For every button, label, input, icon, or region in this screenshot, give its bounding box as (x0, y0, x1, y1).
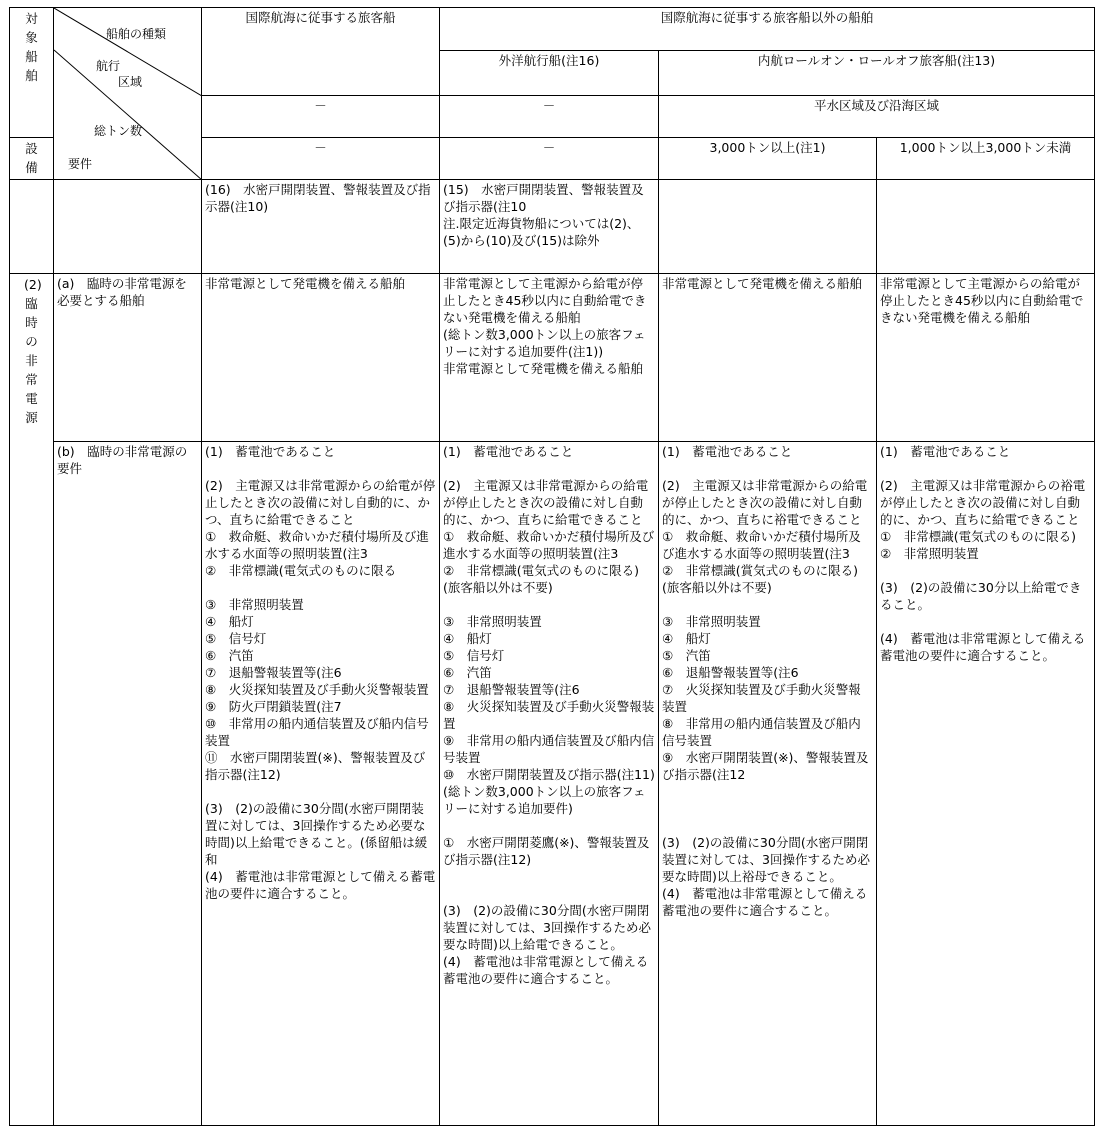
row-b-ocean-lines (443, 443, 655, 987)
requirement-line: ① 救命艇、救命いかだ積付場所及び進水する水面等の照明装置(注3 (443, 529, 655, 561)
diag-area-label-1: 航行 (96, 59, 121, 73)
diag-tonnage-label: 総トン数 (94, 124, 143, 138)
tonnage-intl: － (202, 138, 440, 180)
requirement-line: (3) (2)の設備に30分間(水密戸開閉装置に対しては、3回操作するため必要な時間)以上給電できること。(係留船は緩和 (205, 801, 428, 867)
requirement-line: ⑧ 火災探知装置及び手動火災警報装置 (443, 699, 655, 731)
cont-blank-1 (10, 180, 54, 274)
requirement-line: ⑦ 火災探知装置及び手動火災警報装置 (662, 682, 861, 714)
requirement-line: ① 水密戸開閉菱鷹(※)、警報装置及び指示器(注12) (443, 835, 650, 867)
requirement-line: ⑦ 退船警報装置等(注6 (205, 665, 342, 680)
requirement-line: (3) (2)の設備に30分間(水密戸開閉装置に対しては、3回操作するため必要な時間)以上給電できること。 (443, 903, 651, 952)
requirement-line: ③ 非常照明装置 (443, 614, 542, 629)
row-b-roro3000-lines (662, 443, 873, 919)
tonnage-3000-plus: 3,000トン以上(注1) (659, 138, 877, 180)
requirement-line (880, 613, 1091, 630)
requirement-line (662, 460, 873, 477)
requirement-line: (4) 蓄電池は非常電源として備える蓄電池の要件に適合すること。 (205, 869, 436, 901)
row-b-roro1000-lines (880, 443, 1091, 664)
requirement-line (205, 460, 436, 477)
requirement-line: ④ 船灯 (662, 631, 711, 646)
requirement-line: ① 非常標識(電気式のものに限る) (880, 529, 1076, 544)
tonnage-ocean: － (440, 138, 659, 180)
row-b-intl-lines (205, 443, 436, 902)
requirement-line: ⑦ 退船警報装置等(注6 (443, 682, 580, 697)
requirement-line: ⑧ 非常用の船内通信装置及び船内信号装置 (662, 716, 861, 748)
row-a-ocean-line: 非常電源として発電機を備える船舶 (443, 361, 644, 376)
requirement-line: ⑤ 汽笛 (662, 648, 711, 663)
requirement-line: ⑧ 火災探知装置及び手動火災警報装置 (205, 682, 429, 697)
requirement-line: ⑥ 汽笛 (443, 665, 492, 680)
requirement-line: ① 救命艇、救命いかだ積付場所及び進水する水面等の照明装置(注3 (205, 529, 429, 561)
requirement-line: (1) 蓄電池であること (662, 444, 793, 459)
requirement-line: (1) 蓄電池であること (443, 444, 574, 459)
requirement-line: (3) (2)の設備に30分以上給電できること。 (880, 580, 1082, 612)
cont-blank-2 (54, 180, 202, 274)
requirement-line: ⑪ 水密戸開閉装置(※)、警報装置及び指示器(注12) (205, 750, 426, 782)
requirement-line: (2) 主電源又は非常電源からの給電が停止したとき次の設備に対し自動的に、かつ、直ちに裕電できること (662, 478, 868, 527)
emergency-power-requirements-table (9, 7, 1095, 1126)
diag-requirement-label: 要件 (68, 157, 93, 171)
row-a-intl: 非常電源として発電機を備える船舶 (202, 274, 440, 442)
cont-roro1000 (877, 180, 1095, 274)
requirement-line: ③ 非常照明装置 (205, 597, 304, 612)
requirement-line: ① 救命艇、救命いかだ積付場所及び進水する水面等の照明装置(注3 (662, 529, 861, 561)
requirement-line: (4) 蓄電池は非常電源として備える蓄電池の要件に適合すること。 (443, 954, 649, 986)
col-other-ships: 国際航海に従事する旅客船以外の船舶 (440, 8, 1095, 51)
requirement-line (880, 460, 1091, 477)
requirement-line: ⑥ 汽笛 (205, 648, 254, 663)
requirement-line: ④ 船灯 (443, 631, 492, 646)
requirement-line: ⑩ 水密戸開閉装置及び指示器(注11) (443, 767, 655, 782)
requirements-table-sheet (9, 7, 1094, 1132)
requirement-line: ④ 船灯 (205, 614, 254, 629)
equipment-header (10, 138, 54, 180)
col-ocean-going: 外洋航行船(注16) (440, 51, 659, 96)
requirement-line (443, 460, 655, 477)
cont-ocean (440, 180, 659, 274)
row-b-intl (202, 442, 440, 1126)
requirement-line: (3) (2)の設備に30分間(水密戸開閉装置に対しては、3回操作するため必要な時間)以上裕母できること。 (662, 835, 870, 884)
requirement-line: (2) 主電源又は非常電源からの給電が停止したとき次の設備に対し自動的に、かつ、直ちに給電できること (205, 478, 436, 527)
row-b-ocean (440, 442, 659, 1126)
row-a-ocean-line: 非常電源として主電源から給電が停止したとき45秒以内に自動給電できない発電機を備える船舶 (443, 276, 647, 325)
requirement-line (880, 562, 1091, 579)
cont-ocean-line: (15) 水密戸開閉装置、警報装置及び指示器(注10 (443, 182, 644, 214)
requirement-line: ② 非常標識(電気式のものに限る) (443, 563, 639, 578)
cont-ocean-note: 注.限定近海貨物船については(2)、(5)から(10)及び(15)は除外 (443, 216, 640, 248)
requirement-line: (4) 蓄電池は非常電源として備える蓄電池の要件に適合すること。 (662, 886, 868, 918)
requirement-line: (2) 主電源又は非常電源からの給電が停止したとき次の設備に対し自動的に、かつ、直ちに給電できること (443, 478, 649, 527)
requirement-line: (1) 蓄電池であること (880, 444, 1011, 459)
requirement-line (443, 868, 655, 885)
tonnage-1000-3000: 1,000トン以上3,000トン未満 (877, 138, 1095, 180)
requirement-line: ⑤ 信号灯 (443, 648, 505, 663)
row-b-roro3000 (659, 442, 877, 1126)
requirement-line: ⑥ 退船警報装置等(注6 (662, 665, 799, 680)
requirement-line: ⑤ 信号灯 (205, 631, 267, 646)
requirement-line: (旅客船以外は不要) (443, 580, 553, 595)
requirement-line: ② 非常標識(電気式のものに限る (205, 563, 397, 578)
requirement-line (662, 783, 873, 800)
requirement-line: ⑨ 水密戸開閉装置(※)、警報装置及び指示器(注12 (662, 750, 869, 782)
diag-ship-type-label: 船舶の種類 (106, 27, 167, 41)
col-roro-passenger: 内航ロールオン・ロールオフ旅客船(注13) (659, 51, 1095, 96)
row-a-ocean-line: (総トン数3,000トン以上の旅客フェリーに対する追加要件(注1)) (443, 327, 646, 359)
requirement-line: (総トン数3,000トン以上の旅客フェリーに対する追加要件) (443, 784, 646, 816)
equipment-label: 設備 (25, 141, 38, 175)
row-a-label: (a) 臨時の非常電源を必要とする船舶 (54, 274, 202, 442)
target-ship-label: 対象船舶 (25, 11, 38, 83)
requirement-line (443, 596, 655, 613)
cont-intl (202, 180, 440, 274)
diag-area-label-2: 区域 (118, 75, 143, 89)
requirement-line: ③ 非常照明装置 (662, 614, 761, 629)
row-a-roro1000: 非常電源として主電源からの給電が停止したとき45秒以内に自動給電できない発電機を備える船舶 (877, 274, 1095, 442)
requirement-line: (4) 蓄電池は非常電源として備える蓄電池の要件に適合すること。 (880, 631, 1086, 663)
area-intl: － (202, 96, 440, 138)
requirement-line (662, 817, 873, 834)
requirement-line (443, 817, 655, 834)
requirement-line: (2) 主電源又は非常電源からの裕電が停止したとき次の設備に対し自動的に、かつ、直ちに給電できること (880, 478, 1086, 527)
requirement-line (205, 579, 436, 596)
row-b-roro1000 (877, 442, 1095, 1126)
cont-intl-line: (16) 水密戸開閉装置、警報装置及び指示器(注10) (205, 182, 431, 214)
cont-roro3000 (659, 180, 877, 274)
requirement-line: ② 非常標識(賞気式のものに限る)(旅客船以外は不要) (662, 563, 858, 595)
row-a-ocean (440, 274, 659, 442)
requirement-line: ⑨ 非常用の船内通信装置及び船内信号装置 (443, 733, 655, 765)
requirement-line (443, 885, 655, 902)
requirement-line (662, 596, 873, 613)
row-a-roro3000: 非常電源として発電機を備える船舶 (659, 274, 877, 442)
requirement-line: ② 非常照明装置 (880, 546, 979, 561)
requirement-line: (1) 蓄電池であること (205, 444, 336, 459)
col-intl-passenger: 国際航海に従事する旅客船 (202, 8, 440, 96)
requirement-line: ⑩ 非常用の船内通信装置及び船内信号装置 (205, 716, 429, 748)
row-b-label: (b) 臨時の非常電源の要件 (54, 442, 202, 1126)
target-ship-header (10, 8, 54, 138)
section2-label: (2)臨時の非常電源 (24, 277, 42, 425)
area-smooth-coastal: 平水区域及び沿海区域 (659, 96, 1095, 138)
diagonal-header-cell (54, 8, 202, 180)
requirement-line (205, 783, 436, 800)
requirement-line (662, 800, 873, 817)
requirement-line: ⑨ 防火戸閉鎖装置(注7 (205, 699, 342, 714)
section2-label-cell (10, 274, 54, 1126)
area-ocean: － (440, 96, 659, 138)
